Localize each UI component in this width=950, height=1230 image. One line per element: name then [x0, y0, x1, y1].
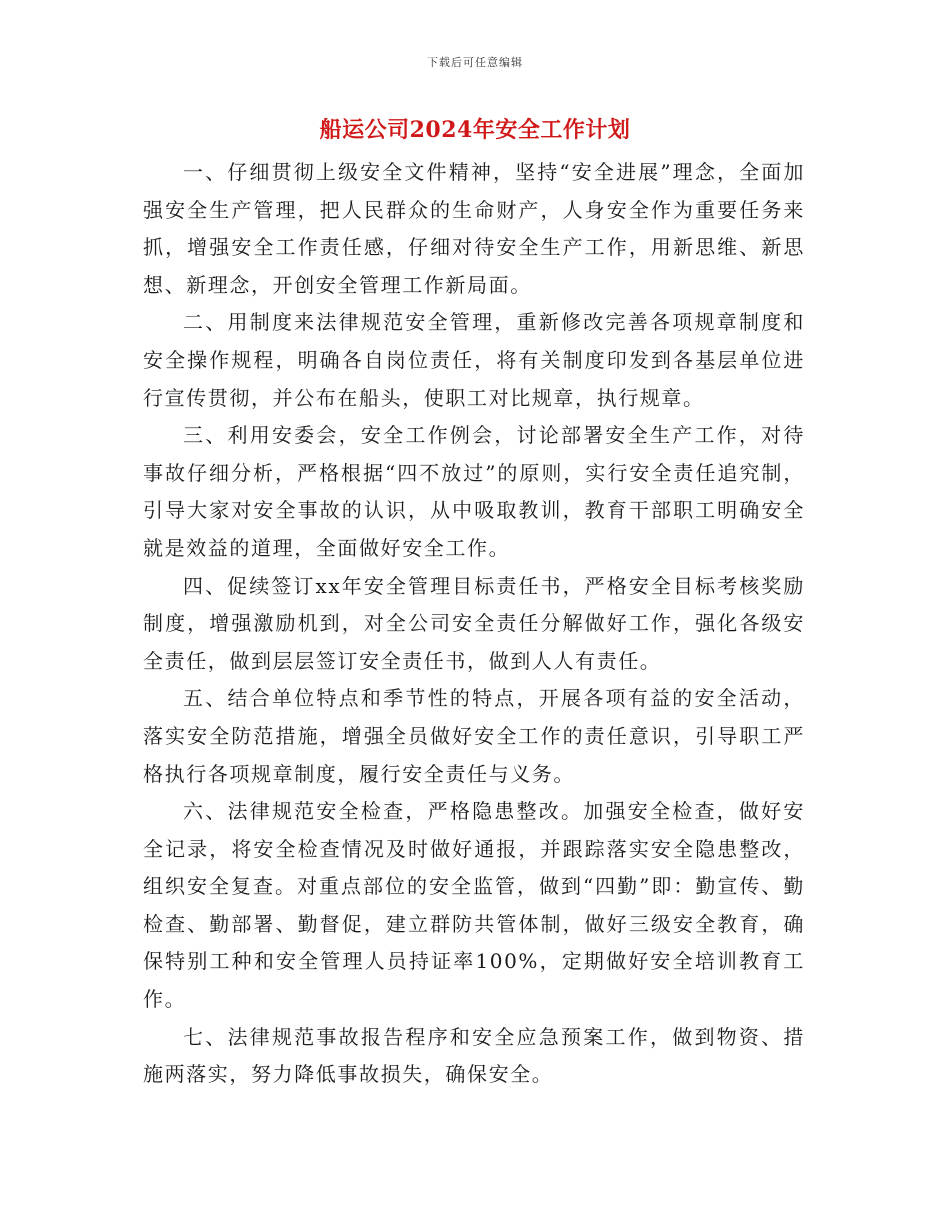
paragraph-3: 三、利用安委会，安全工作例会，讨论部署安全生产工作，对待事故仔细分析，严格根据“四不放过”的原则，实行安全责任追究制，引导大家对安全事故的认识，从中吸取教训，教育干部职工明确安全就是效益的道理，全面做好安全工作。 — [143, 423, 805, 560]
paragraph-7: 七、法律规范事故报告程序和安全应急预案工作，做到物资、措施两落实，努力降低事故损失，确保安全。 — [143, 1024, 805, 1087]
document-title: 船运公司2024年安全工作计划 — [319, 117, 631, 143]
paragraph-2: 二、用制度来法律规范安全管理，重新修改完善各项规章制度和安全操作规程，明确各自岗位责任，将有关制度印发到各基层单位进行宣传贯彻，并公布在船头，使职工对比规章，执行规章。 — [143, 310, 805, 410]
paragraph-1: 一、仔细贯彻上级安全文件精神，坚持“安全进展”理念，全面加强安全生产管理，把人民群众的生命财产，人身安全作为重要任务来抓，增强安全工作责任感，仔细对待安全生产工作，用新思维、新思想、新理念，开创安全管理工作新局面。 — [143, 160, 805, 297]
header-note: 下载后可任意编辑 — [427, 56, 523, 69]
paragraph-4: 四、促续签订xx年安全管理目标责任书，严格安全目标考核奖励制度，增强激励机到，对全公司安全责任分解做好工作，强化各级安全责任，做到层层签订安全责任书，做到人人有责任。 — [143, 573, 805, 673]
document-body — [143, 154, 805, 1094]
paragraph-6: 六、法律规范安全检查，严格隐患整改。加强安全检查，做好安全记录，将安全检查情况及时做好通报，并跟踪落实安全隐患整改，组织安全复查。对重点部位的安全监管，做到“四勤”即：勤宣传、勤检查、勤部署、勤督促，建立群防共管体制，做好三级安全教育，确保特别工种和安全管理人员持证率100%，定期做好安全培训教育工作。 — [143, 799, 805, 1012]
paragraph-5: 五、结合单位特点和季节性的特点，开展各项有益的安全活动，落实安全防范措施，增强全员做好安全工作的责任意识，引导职工严格执行各项规章制度，履行安全责任与义务。 — [143, 686, 805, 786]
